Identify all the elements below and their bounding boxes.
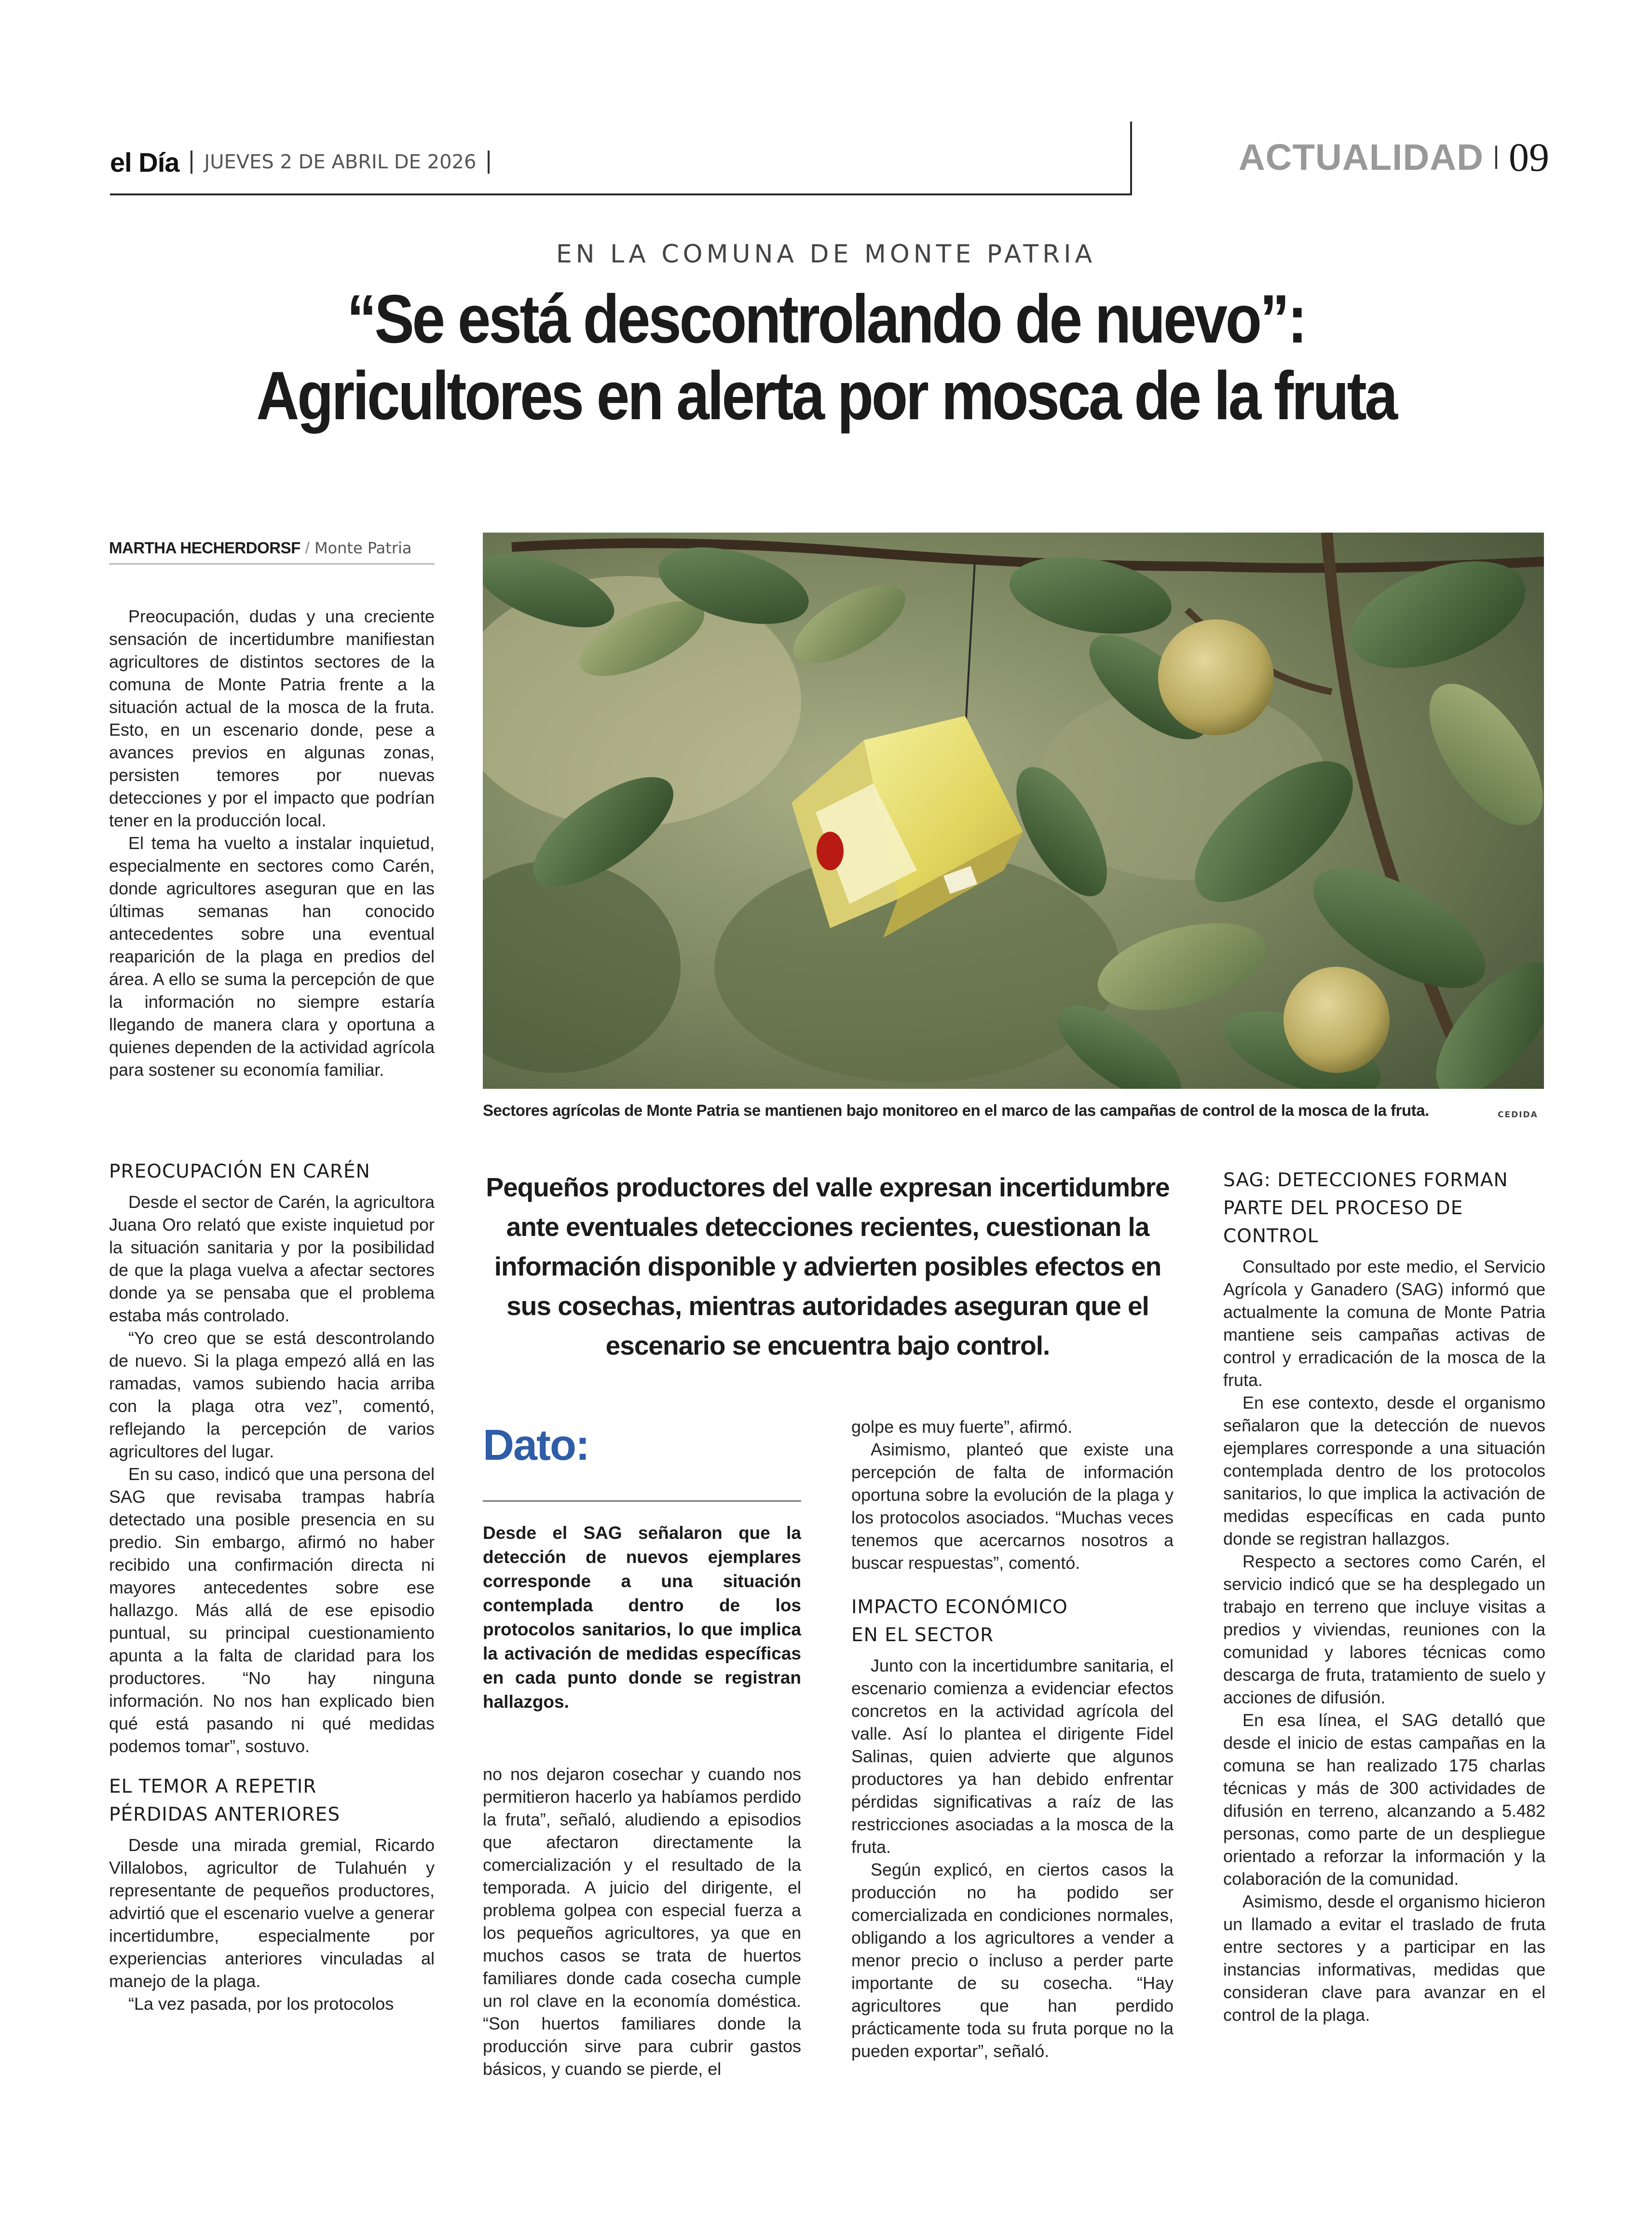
masthead-logo: el Día [110, 147, 179, 178]
header-divider [191, 151, 192, 174]
header-rule [110, 193, 1130, 195]
subheading-line: EL TEMOR A REPETIR [109, 1776, 317, 1797]
column-1-top [109, 605, 435, 1081]
subheading-line: EN EL SECTOR [851, 1624, 994, 1646]
paragraph: Respecto a sectores como Carén, el servicio indicó que se ha desplegado un trabajo en terreno que incluye visitas a predios y viviendas, reuniones con la comunidad y labores técnicas como descarga de fruta, tratamiento de suelo y acciones de difusión. [1223, 1551, 1545, 1707]
subheading-caren: PREOCUPACIÓN EN CARÉN [109, 1161, 370, 1182]
column-3 [851, 1415, 1174, 2062]
paragraph: Asimismo, desde el organismo hicieron un llamado a evitar el traslado de fruta entre sectores y a participar en las instancias informativas, medidas que consideran clave para avanzar en el control de la plaga. [1223, 1892, 1545, 2025]
subheading-line: PARTE DEL PROCESO DE CONTROL [1223, 1197, 1463, 1247]
column-2 [483, 1763, 801, 2080]
paragraph: Desde el sector de Carén, la agricultora Juana Oro relató que existe inquietud por la situación sanitaria y por la posibilidad de que la plaga vuelva a afectar sectores donde ya se pensaba que el problema estaba más controlado. [109, 1192, 435, 1325]
article-headline [170, 281, 1482, 434]
byline-slash-icon: / [305, 539, 310, 557]
article-deck: Pequeños productores del valle expresan incertidumbre ante eventuales detecciones recientes, cuestionan la información disponible y advierten posibles efectos en sus cosechas, mientras autoridades aseguran que el escenario se encuentra bajo control. [486, 1172, 1170, 1360]
dato-text: Desde el SAG señalaron que la detección de nuevos ejemplares corresponde a una situación contemplada dentro de los protocolos sanitarios, lo que implica la activación de medidas específicas en cada punto donde se registran hallazgos. [483, 1523, 801, 1712]
byline-rule [109, 563, 435, 564]
paragraph: Preocupación, dudas y una creciente sensación de incertidumbre manifiestan agricultores de distintos sectores de la comuna de Monte Patria frente a la situación actual de la mosca de la fruta. Esto, en un escenario donde, pese a avances previos en algunas zonas, persisten temores por nuevas detecciones y por el impacto que podrían tener en la producción local. [109, 606, 435, 830]
dato-rule [483, 1500, 801, 1502]
subheading-impacto [851, 1593, 1174, 1649]
byline-location: Monte Patria [314, 539, 412, 557]
paragraph: “Yo creo que se está descontrolando de nuevo. Si la plaga empezó allá en las ramadas, vamos subiendo hacia arriba con la plaga otra vez”, comentó, reflejando la percepción de varios agricultores del lugar. [109, 1328, 435, 1461]
paragraph: El tema ha vuelto a instalar inquietud, especialmente en sectores como Carén, donde agricultores aseguran que en las últimas semanas han conocido antecedentes sobre una eventual reaparición de la plaga en predios del área. A ello se suma la percepción de que la información no siempre estaría llegando de manera clara y oportuna a quienes dependen de la actividad agrícola para sostener su economía familiar. [109, 833, 435, 1080]
subheading-line: PÉRDIDAS ANTERIORES [109, 1804, 341, 1825]
paragraph: En ese contexto, desde el organismo señalaron que la detección de nuevos ejemplares corresponde a una situación contemplada dentro de los protocolos sanitarios, lo que implica la activación de medidas específicas en cada punto donde se registran hallazgos. [1223, 1393, 1545, 1549]
paragraph: Según explicó, en ciertos casos la producción no ha podido ser comercializada en condiciones normales, obligando a los agricultores a vender a menor precio o incluso a perder parte importante de su cosecha. “Hay agricultores que han perdido prácticamente toda su fruta porque no la pueden exportar”, señaló. [851, 1860, 1174, 2061]
article-photo [483, 533, 1544, 1089]
headline-line-2: Agricultores en alerta por mosca de la fruta [256, 357, 1396, 435]
section-label: ACTUALIDAD [1238, 137, 1484, 178]
page-header-left [110, 143, 501, 181]
header-vertical-rule [1130, 122, 1132, 195]
subheading-temor [109, 1773, 435, 1829]
paragraph: Consultado por este medio, el Servicio Agrícola y Ganadero (SAG) informó que actualmente la comuna de Monte Patria mantiene seis campañas activas de control y erradicación de la mosca de la fruta. [1223, 1257, 1545, 1390]
photo-caption: Sectores agrícolas de Monte Patria se mantienen bajo monitoreo en el marco de las campañas de control de la mosca de la fruta. [483, 1101, 1429, 1119]
byline [109, 539, 411, 557]
photo-credit: CEDIDA [1498, 1110, 1538, 1120]
issue-date: JUEVES 2 DE ABRIL DE 2026 [204, 151, 477, 173]
paragraph: Desde una mirada gremial, Ricardo Villalobos, agricultor de Tulahuén y representante de pequeños productores, advirtió que el escenario vuelve a generar incertidumbre, especialmente por experiencias anteriores vinculadas al manejo de la plaga. [109, 1835, 435, 1991]
page-number: 09 [1509, 135, 1549, 180]
fruit-fly-trap-photo-icon [483, 533, 1544, 1089]
headline-line-1: “Se está descontrolando de nuevo”: [346, 281, 1306, 357]
paragraph: no nos dejaron cosechar y cuando nos permitieron hacerlo ya habíamos perdido la fruta”, señaló, aludiendo a episodios que afectaron directamente la comercialización y el resultado de la temporada. A juicio del dirigente, el problema golpea con especial fuerza a los pequeños agricultores, ya que en muchos casos se trata de huertos familiares donde cada cosecha cumple un rol clave en la economía doméstica. “Son huertos familiares donde la producción sirve para cubrir gastos básicos, y cuando se pierde, el [483, 1764, 801, 2079]
article-kicker: EN LA COMUNA DE MONTE PATRIA [556, 240, 1096, 269]
dato-title: Dato: [483, 1421, 589, 1469]
paragraph: golpe es muy fuerte”, afirmó. [851, 1417, 1073, 1437]
paragraph: Junto con la incertidumbre sanitaria, el escenario comienza a evidenciar efectos concretos en la actividad agrícola del valle. Así lo plantea el dirigente Fidel Salinas, quien advierte que algunos productores ya han debido enfrentar pérdidas significativas a raíz de las restricciones asociadas a la mosca de la fruta. [851, 1656, 1174, 1857]
subheading-line: SAG: DETECCIONES FORMAN [1223, 1169, 1508, 1191]
paragraph: “La vez pasada, por los protocolos [128, 1994, 394, 2014]
subheading-sag [1223, 1166, 1545, 1250]
subheading-line: IMPACTO ECONÓMICO [851, 1596, 1068, 1618]
column-4 [1223, 1166, 1545, 2026]
header-divider [1495, 146, 1497, 169]
byline-author: MARTHA HECHERDORSF [109, 539, 300, 557]
paragraph: Asimismo, planteó que existe una percepción de falta de información oportuna sobre la evolución de la plaga y los protocolos asociados. “Muchas veces tenemos que acercarnos nosotros a buscar respuestas”, comentó. [851, 1440, 1174, 1573]
paragraph: En esa línea, el SAG detalló que desde el inicio de estas campañas en la comuna se han realizado 175 charlas técnicas y más de 300 actividades de difusión en terreno, alcanzando a 5.482 personas, como parte de un despliegue orientado a reforzar la información y la colaboración de la comunidad. [1223, 1710, 1545, 1889]
page-header-right [1239, 133, 1549, 181]
column-1-bottom [109, 1158, 435, 2015]
paragraph: En su caso, indicó que una persona del SAG que revisaba trampas habría detectado una posible presencia en su predio. Sin embargo, afirmó no haber recibido una confirmación directa ni mayores antecedentes sobre ese hallazgo. Más allá de ese episodio puntual, su principal cuestionamiento apunta a la falta de claridad para los productores. “No hay ninguna información. No nos han explicado bien qué está pasando ni qué medidas podemos tomar”, sostuvo. [109, 1464, 435, 1756]
header-divider [488, 151, 490, 174]
